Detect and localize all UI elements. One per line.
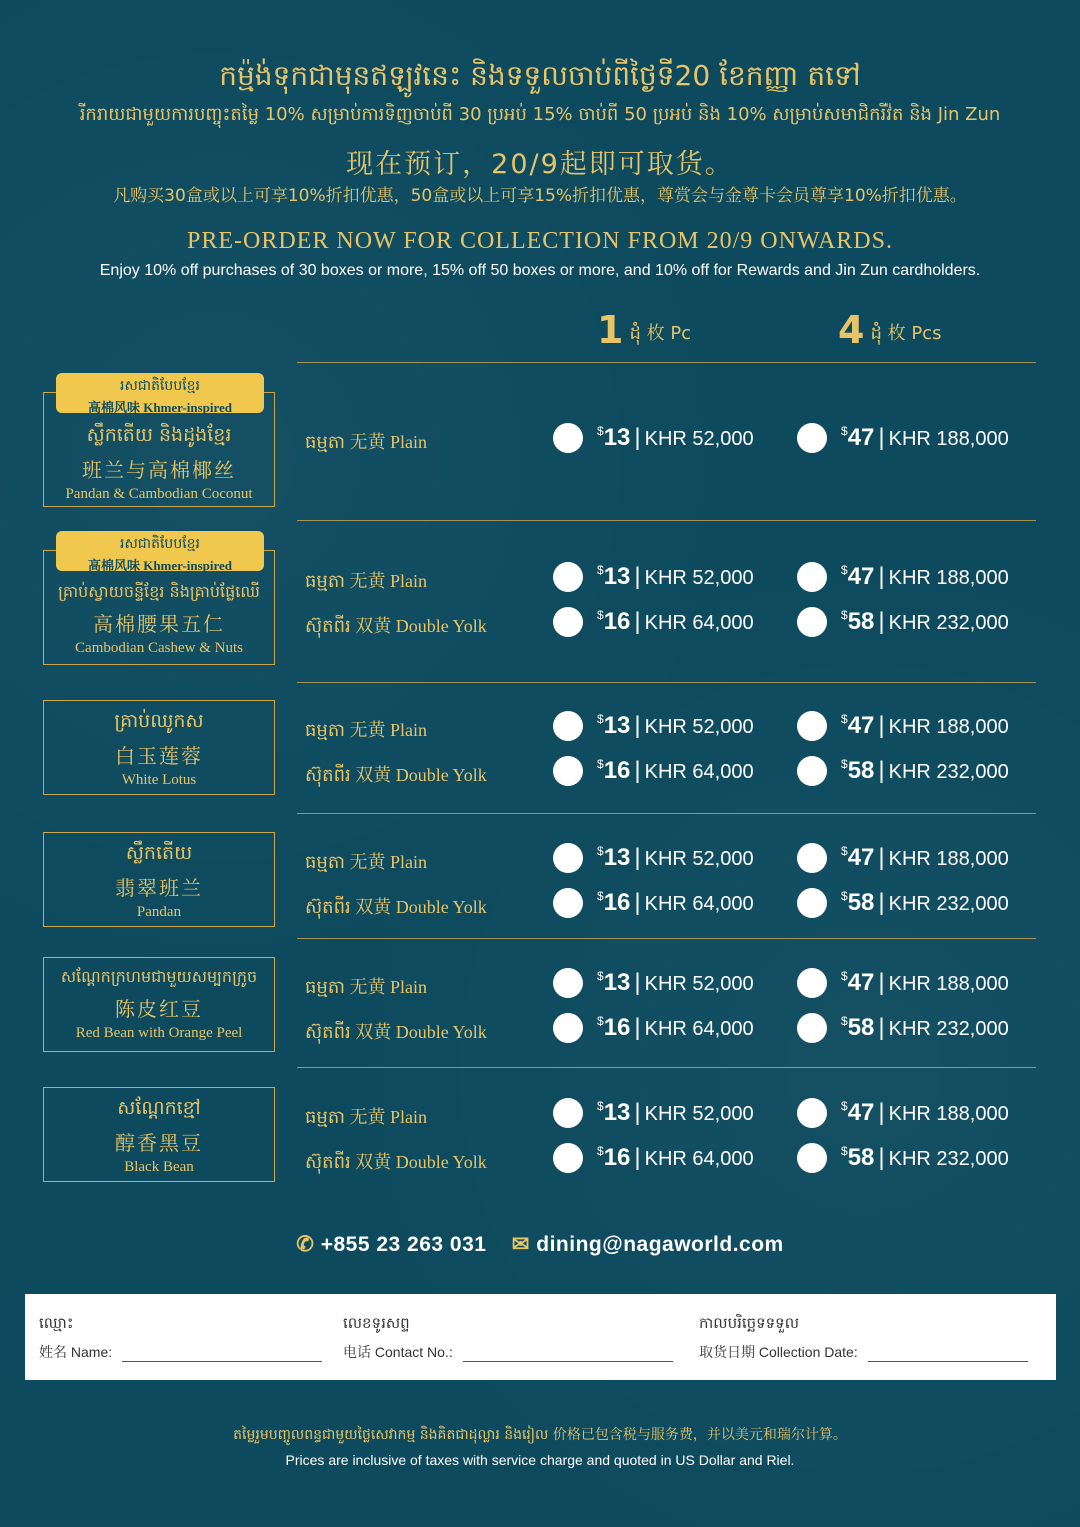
flavor-name-kh: គ្រាប់ស្វាយចន្ទីខ្មែរ និងគ្រាប់ផ្លែឈើ	[58, 582, 260, 601]
english-subtitle: Enjoy 10% off purchases of 30 boxes or more, 15% off 50 boxes or more, and 10% off for Rewards and Jin Zun cardholders.	[99, 262, 981, 279]
type-label-plain: ធម្មតា 无黄 Plain	[305, 977, 428, 998]
type-en: Plain	[390, 432, 428, 452]
type-kh: ធម្មតា	[305, 432, 345, 452]
divider	[297, 813, 1036, 814]
column-1pc-label: ដុំ 枚 Pc	[629, 323, 692, 344]
price-plain-1pc: $13 | KHR 52,000	[597, 969, 754, 996]
divider	[297, 938, 1036, 939]
radio-pandan-coconut-plain-4pcs[interactable]	[797, 423, 827, 453]
price-double-1pc: $16 | KHR 64,000	[597, 889, 754, 916]
name-label: 姓名 Name:	[39, 1344, 113, 1360]
radio-blackbean-double-4pcs[interactable]	[797, 1143, 827, 1173]
price-double-1pc: $16 | KHR 64,000	[597, 608, 754, 635]
radio-pandan-plain-4pcs[interactable]	[797, 843, 827, 873]
radio-redbean-plain-1pc[interactable]	[553, 968, 583, 998]
flavor-box-white-lotus	[43, 700, 275, 795]
tag-kh: រសជាតិបែបខ្មែរ	[120, 378, 200, 394]
email-link[interactable]: dining@nagaworld.com	[536, 1233, 784, 1256]
column-header-1pc	[597, 308, 691, 352]
date-label: 取货日期 Collection Date:	[699, 1344, 858, 1360]
phone-label: 电话 Contact No.:	[343, 1344, 453, 1360]
type-label-plain: ធម្មតា 无黄 Plain	[305, 571, 428, 592]
type-label-plain: ធម្មតា 无黄 Plain	[305, 720, 428, 741]
tag-kh: រសជាតិបែបខ្មែរ	[120, 536, 200, 552]
chinese-subtitle: 凡购买30盒或以上可享10%折扣优惠，50盒或以上可享15%折扣优惠，尊赏会与金尊卡会员尊享10%折扣优惠。	[113, 186, 967, 206]
radio-lotus-double-4pcs[interactable]	[797, 756, 827, 786]
phone-number[interactable]: +855 23 263 031	[320, 1233, 487, 1256]
flavor-name-en: Cambodian Cashew & Nuts	[75, 640, 243, 656]
tag-zh: 高棉风味	[87, 400, 140, 415]
radio-cashew-plain-4pcs[interactable]	[797, 562, 827, 592]
phone-label-kh: លេខទូរសព្ទ	[343, 1314, 410, 1332]
radio-cashew-double-4pcs[interactable]	[797, 607, 827, 637]
date-input[interactable]	[868, 1349, 1028, 1362]
column-1pc-number: 1	[597, 308, 624, 352]
flavor-name-zh: 班兰与高棉椰丝	[82, 458, 236, 482]
order-form	[25, 1294, 1056, 1380]
radio-blackbean-plain-4pcs[interactable]	[797, 1098, 827, 1128]
footer-note-kh-zh: តម្លៃរួមបញ្ចូលពន្ធជាមួយថ្លៃសេវាកម្ម និងគិតជាដុល្លារ និងរៀល 价格已包含税与服务费，并以美元和瑞尔计算。	[233, 1427, 847, 1443]
khmer-inspired-tag	[56, 373, 264, 413]
phone-input[interactable]	[463, 1349, 673, 1362]
khmer-title: កម្ម៉ង់ទុកជាមុនឥឡូវនេះ និងទទួលចាប់ពីថ្ងៃទី20 ខែកញ្ញា តទៅ	[219, 59, 861, 92]
flavor-box-black-bean	[43, 1087, 275, 1182]
flavor-name-zh: 翡翠班兰	[115, 876, 203, 900]
divider	[297, 520, 1036, 521]
price-double-1pc: $16 | KHR 64,000	[597, 1144, 754, 1171]
tag-zh: 高棉风味	[87, 558, 140, 573]
flavor-name-en: Pandan	[136, 904, 182, 920]
price-plain-1pc: $13 | KHR 52,000	[597, 712, 754, 739]
price-plain-1pc: $13 | KHR 52,000	[597, 1099, 754, 1126]
type-label-plain	[305, 428, 427, 457]
flavor-name-zh: 高棉腰果五仁	[93, 612, 225, 636]
date-label-kh: កាលបរិច្ឆេទទទួល	[699, 1314, 799, 1332]
flavor-name-kh: សណ្តែកក្រហមជាមួយសម្បកក្រូច	[60, 967, 258, 986]
radio-redbean-double-1pc[interactable]	[553, 1013, 583, 1043]
tag-en: Khmer-inspired	[143, 400, 233, 415]
price-plain-4pcs: $47 | KHR 188,000	[841, 969, 1009, 996]
flavor-name-en: Pandan & Cambodian Coconut	[65, 486, 253, 502]
flavor-name-kh: ស្លឹកតើយ	[125, 842, 193, 864]
type-label-plain: ធម្មតា 无黄 Plain	[305, 852, 428, 873]
radio-blackbean-plain-1pc[interactable]	[553, 1098, 583, 1128]
khmer-subtitle: រីករាយជាមួយការបញ្ចុះតម្លៃ 10% សម្រាប់ការទិញចាប់ពី 30 ប្រអប់ 15% ចាប់ពី 50 ប្រអប់ និង 10% សម្រាប់សមាជិករីវ៉ត និង Jin Zun	[79, 104, 1001, 125]
date-field-group	[699, 1314, 1028, 1362]
contact-info	[0, 1232, 1080, 1257]
price-plain-4pcs: $47 | KHR 188,000	[841, 712, 1009, 739]
flavor-name-zh: 醇香黑豆	[115, 1131, 203, 1155]
price-plain-1pc: $13 | KHR 52,000	[597, 563, 754, 590]
type-label-double-yolk: ស៊ុតពីរ 双黄 Double Yolk	[305, 765, 487, 786]
divider	[297, 1067, 1036, 1068]
price-plain-4pcs: $47 | KHR 188,000	[841, 1099, 1009, 1126]
divider	[297, 682, 1036, 683]
radio-pandan-plain-1pc[interactable]	[553, 843, 583, 873]
price-double-1pc: $16 | KHR 64,000	[597, 757, 754, 784]
chinese-title: 现在预订，20/9起即可取货。	[346, 149, 734, 180]
envelope-icon: ✉	[511, 1233, 530, 1256]
type-label-double-yolk: ស៊ុតពីរ 双黄 Double Yolk	[305, 1022, 487, 1043]
flavor-name-kh: សណ្តែកខ្មៅ	[117, 1097, 201, 1119]
flavor-box-red-bean	[43, 957, 275, 1052]
type-label-double-yolk: ស៊ុតពីរ 双黄 Double Yolk	[305, 1152, 487, 1173]
flavor-name-kh: ស្លឹកតើយ និងដូងខ្មែរ	[86, 424, 232, 446]
tag-en: Khmer-inspired	[143, 558, 233, 573]
price-double-1pc: $16 | KHR 64,000	[597, 1014, 754, 1041]
radio-pandan-coconut-plain-1pc[interactable]	[553, 423, 583, 453]
name-label-kh: ឈ្មោះ	[39, 1314, 74, 1332]
name-input[interactable]	[122, 1349, 322, 1362]
radio-redbean-double-4pcs[interactable]	[797, 1013, 827, 1043]
radio-cashew-double-1pc[interactable]	[553, 607, 583, 637]
flavor-name-en: Red Bean with Orange Peel	[75, 1025, 243, 1041]
phone-field-group	[343, 1314, 673, 1362]
price-double-4pcs: $58 | KHR 232,000	[841, 1144, 1009, 1171]
radio-pandan-double-4pcs[interactable]	[797, 888, 827, 918]
price-double-4pcs: $58 | KHR 232,000	[841, 1014, 1009, 1041]
column-4pcs-label: ដុំ 枚 Pcs	[870, 323, 942, 344]
flavor-name-en: Black Bean	[124, 1159, 194, 1175]
flavor-box-pandan	[43, 832, 275, 927]
name-field-group	[39, 1314, 322, 1362]
column-4pcs-number: 4	[838, 308, 865, 352]
type-label-plain: ធម្មតា 无黄 Plain	[305, 1107, 428, 1128]
khmer-inspired-tag	[56, 531, 264, 571]
phone-icon: ✆	[296, 1233, 315, 1256]
type-zh: 无黄	[349, 432, 386, 453]
radio-lotus-plain-4pcs[interactable]	[797, 711, 827, 741]
price-plain-4pcs: $47 | KHR 188,000	[841, 844, 1009, 871]
price-double-4pcs: $58 | KHR 232,000	[841, 889, 1009, 916]
flavor-name-zh: 白玉莲蓉	[115, 744, 203, 768]
price-plain-4pcs: $47 | KHR 188,000	[841, 563, 1009, 590]
flavor-name-zh: 陈皮红豆	[115, 997, 203, 1021]
price-double-4pcs: $58 | KHR 232,000	[841, 757, 1009, 784]
flavor-name-kh: គ្រាប់ឈូកស	[114, 710, 204, 732]
price-plain-4pcs: $47 | KHR 188,000	[841, 424, 1009, 451]
radio-redbean-plain-4pcs[interactable]	[797, 968, 827, 998]
radio-lotus-plain-1pc[interactable]	[553, 711, 583, 741]
radio-lotus-double-1pc[interactable]	[553, 756, 583, 786]
footer-note-en: Prices are inclusive of taxes with service charge and quoted in US Dollar and Riel.	[285, 1452, 795, 1468]
flavor-name-en: White Lotus	[121, 772, 197, 788]
radio-blackbean-double-1pc[interactable]	[553, 1143, 583, 1173]
type-label-double-yolk: ស៊ុតពីរ 双黄 Double Yolk	[305, 897, 487, 918]
type-label-double-yolk: ស៊ុតពីរ 双黄 Double Yolk	[305, 616, 487, 637]
english-title: PRE-ORDER NOW FOR COLLECTION FROM 20/9 ONWARDS.	[187, 228, 893, 254]
price-double-4pcs: $58 | KHR 232,000	[841, 608, 1009, 635]
price-plain-1pc: $13 | KHR 52,000	[597, 844, 754, 871]
radio-pandan-double-1pc[interactable]	[553, 888, 583, 918]
radio-cashew-plain-1pc[interactable]	[553, 562, 583, 592]
price-plain-1pc: $13 | KHR 52,000	[597, 424, 754, 451]
column-header-4pcs	[838, 308, 941, 352]
divider	[297, 362, 1036, 363]
